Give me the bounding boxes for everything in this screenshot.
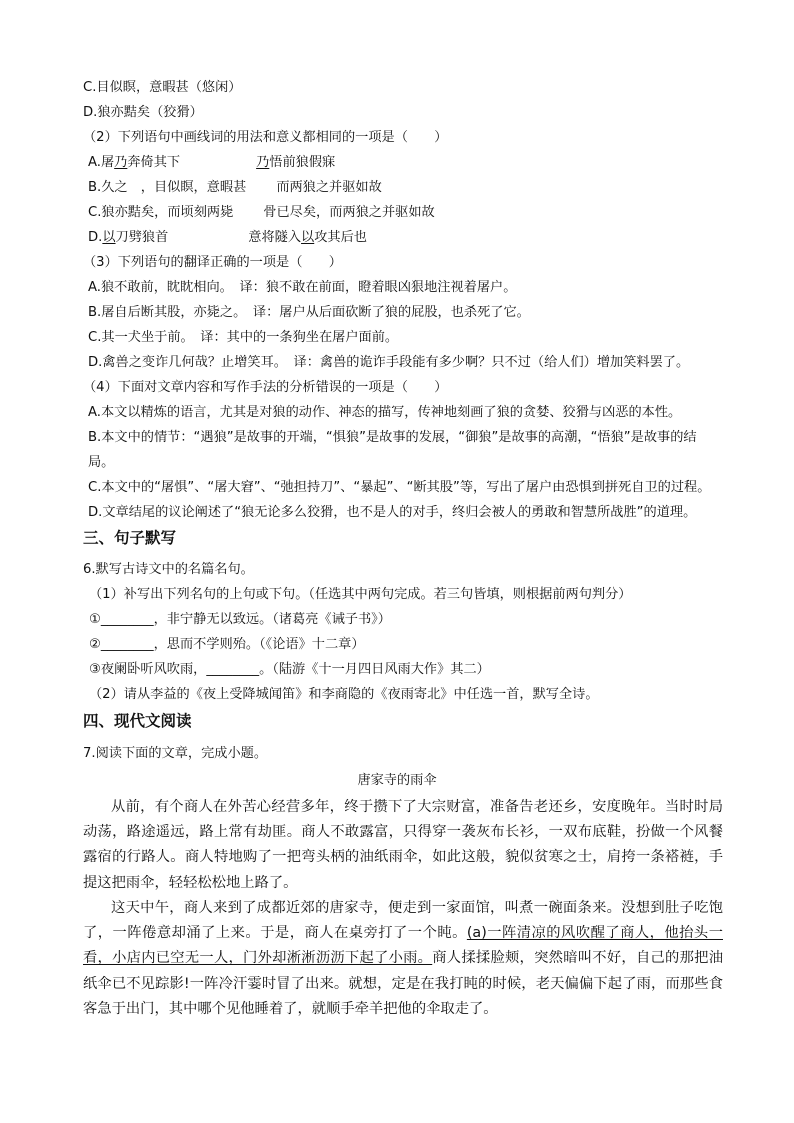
underlined-sentence-a: (a)一阵清凉的风吹醒了商人，他抬头一看，小店内已空无一人，门外却淅淅沥沥下起了小雨。	[83, 925, 723, 967]
option-c: C.目似瞑，意暇甚（悠闲）	[83, 80, 242, 95]
q5-2-b1: B.久之 ，目似瞑，意暇甚	[88, 180, 247, 195]
q5-4-option-c: C.本文中的“屠惧”、“屠大窘”、“弛担持刀”、“暴起”、“断其股”等，写出了屠户由恐惧到拼死自卫的过程。	[88, 480, 711, 495]
question-6-1-stem: （1）补写出下列名句的上句或下句。（任选其中两句完成。若三句皆填，则根据前两句判分）	[89, 587, 632, 602]
question-5-3-stem: （3）下列语句的翻译正确的一项是（ ）	[83, 255, 342, 270]
recitation-item-2: ②________，思而不学则殆。（《论语》十二章）	[89, 637, 365, 652]
q5-2-option-c	[88, 204, 435, 222]
q5-4-option-a: A.本文以精炼的语言，尤其是对狼的动作、神态的描写，传神地刻画了狼的贪婪、狡猾与凶恶的本性。	[88, 405, 682, 420]
q5-2-option-a	[88, 154, 335, 172]
q5-2-option-b	[88, 179, 382, 197]
q5-3-option-d: D.禽兽之变诈几何哉？止增笑耳。 译：禽兽的诡诈手段能有多少啊？只不过（给人们）增加笑料罢了。	[88, 355, 690, 370]
option-d: D.狼亦黠矣（狡猾）	[83, 105, 203, 120]
article-paragraph-2	[83, 896, 723, 1022]
section-3-heading: 三、句子默写	[83, 529, 177, 547]
question-5-4-stem: （4）下面对文章内容和写作手法的分析错误的一项是（ ）	[83, 380, 448, 395]
q5-2-d2-pre: 意将隧入	[248, 230, 302, 245]
q5-2-d1-underlined: 以	[102, 230, 116, 245]
section-4-heading: 四、现代文阅读	[83, 712, 192, 730]
q5-2-a2-post: 悟前狼假寐	[269, 155, 336, 170]
q5-2-option-d	[88, 229, 367, 247]
q5-3-option-b: B.屠自后断其股，亦毙之。 译：屠户从后面砍断了狼的屁股，也杀死了它。	[88, 305, 530, 320]
recitation-item-1: ①________，非宁静无以致远。（诸葛亮《诫子书》）	[89, 612, 391, 627]
q5-4-option-d: D.文章结尾的议论阐述了“狼无论多么狡猾，也不是人的对手，终归会被人的勇敢和智慧所战胜”的道理。	[88, 505, 697, 520]
paragraph-2-text-before: 这天中午，商人来到了成都近郊的唐家寺，便走到一家面馆，叫煮一碗面条来。没想到肚子吃饱了，一阵倦意却涌了上来。于是，商人在桌旁打了一个盹。	[83, 900, 723, 942]
article-title: 唐家寺的雨伞	[357, 773, 437, 788]
q5-3-option-a: A.狼不敢前，眈眈相向。 译：狼不敢在前面，瞪着眼凶狠地注视着屠户。	[88, 280, 517, 295]
q5-4-option-b-line2: 局。	[88, 455, 115, 470]
question-6-2-stem: （2）请从李益的《夜上受降城闻笛》和李商隐的《夜雨寄北》中任选一首，默写全诗。	[89, 687, 599, 702]
q5-2-a2-underlined: 乃	[256, 155, 270, 170]
q5-2-c2: 骨已尽矣，而两狼之并驱如故	[263, 205, 435, 220]
q5-2-a1-post: 奔倚其下	[127, 155, 181, 170]
q5-2-a1-pre: A.屠	[88, 155, 115, 170]
q5-3-option-c: C.其一犬坐于前。 译：其中的一条狗坐在屠户面前。	[88, 330, 399, 345]
q5-2-d2-underlined: 以	[301, 230, 315, 245]
q5-2-c1: C.狼亦黠矣，而顷刻两毙	[88, 205, 234, 220]
question-7-stem: 7.阅读下面的文章，完成小题。	[83, 746, 268, 761]
article-paragraph-1: 从前，有个商人在外苦心经营多年，终于攒下了大宗财富，准备告老还乡，安度晚年。当时时局动荡，路途遥远，路上常有劫匪。商人不敢露富，只得穿一袭灰布长衫，一双布底鞋，扮做一个风餐露宿的行路人。商人特地购了一把弯头柄的油纸雨伞，如此这般，貌似贫寒之士，肩挎一条褡裢，手提这把雨伞，轻轻松松地上路了。	[83, 799, 723, 891]
q5-2-d2-post: 攻其后也	[314, 230, 367, 245]
recitation-item-3: ③夜阑卧听风吹雨，________。（陆游《十一月四日风雨大作》其二）	[89, 662, 490, 677]
paragraph-2-text-after: 商人揉揉脸颊，突然暗叫不好，自己的那把油纸伞已不见踪影!一阵冷汗霎时冒了出来。就想，定是在我打盹的时候，老天偏偏下起了雨，而那些食客急于出门，其中哪个见他睡着了，就顺手牵羊把他的伞取走了。	[83, 950, 724, 1017]
q5-2-d1-pre: D.	[88, 230, 103, 245]
q5-2-b2: 而两狼之并驱如故	[276, 180, 382, 195]
question-6-stem: 6.默写古诗文中的名篇名句。	[83, 562, 254, 577]
q5-4-option-b-line1: B.本文中的情节：“遇狼”是故事的开端，“惧狼”是故事的发展，“御狼”是故事的高潮，“悟狼”是故事的结	[88, 430, 697, 445]
question-5-2-stem: （2）下列语句中画线词的用法和意义都相同的一项是（ ）	[83, 130, 448, 145]
q5-2-a1-underlined: 乃	[114, 155, 128, 170]
q5-2-d1-post: 刀劈狼首	[115, 230, 169, 245]
